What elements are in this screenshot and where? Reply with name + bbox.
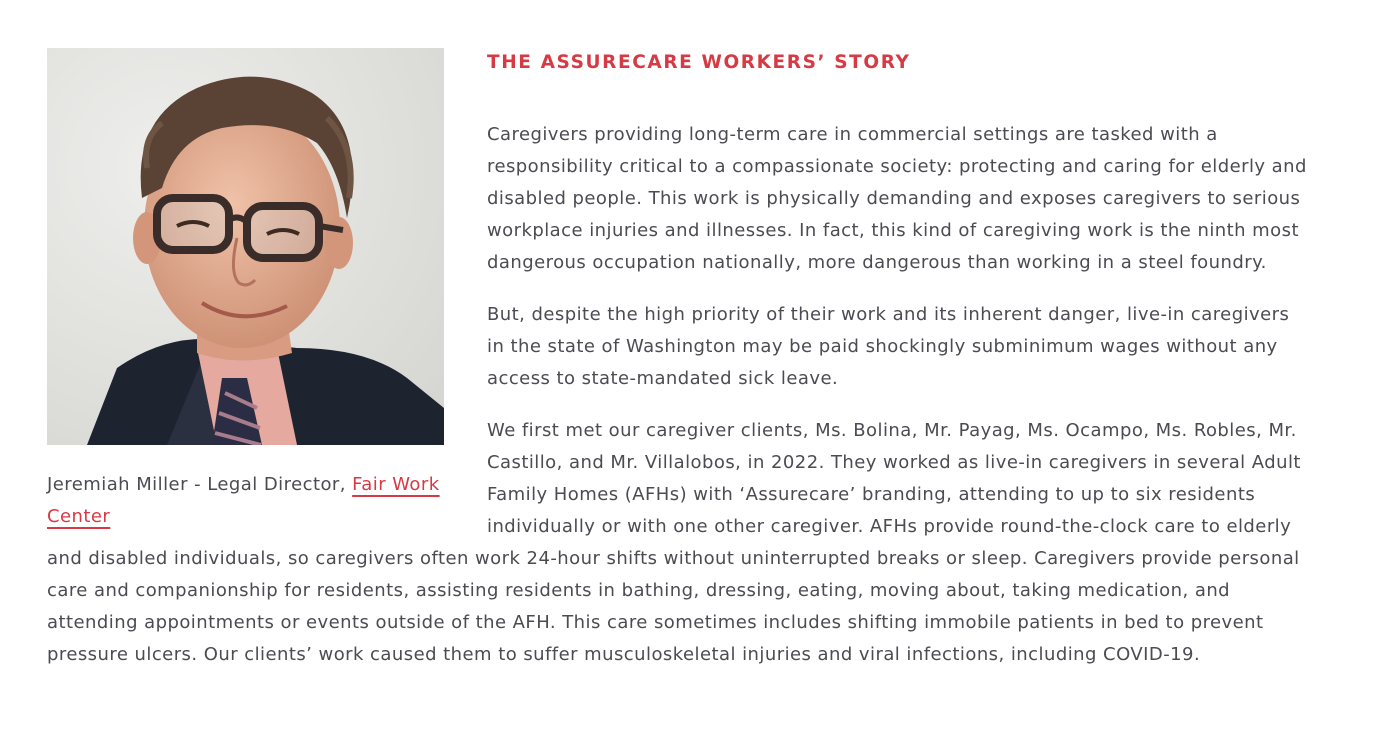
article-section	[47, 48, 1307, 671]
section-heading: THE ASSURECARE WORKERS’ STORY	[487, 52, 911, 73]
caption-text: Jeremiah Miller - Legal Director,	[47, 474, 353, 495]
paragraph-3: We first met our caregiver clients, Ms. Bolina, Mr. Payag, Ms. Ocampo, Ms. Robles, Mr. Castillo, and Mr. Villalobos, in 2022. They worked as live-in caregivers in several Adult Family Homes (AFHs) with ‘Assurecare’ branding, attending to up to six residents individually or with one other caregiver. AFHs provide round-the-clock care to elderly and disabled individuals, so caregivers often work 24-hour shifts without uninterrupted breaks or sleep. Caregivers provide personal care and companionship for residents, assisting residents in bathing, dressing, eating, moving about, taking medication, and attending appointments or events outside of the AFH. This care sometimes includes shifting immobile patients in bed to prevent pressure ulcers. Our clients’ work caused them to suffer musculoskeletal injuries and viral infections, including COVID-19.	[47, 420, 1301, 665]
paragraph-1: Caregivers providing long-term care in commercial settings are tasked with a responsibility critical to a compassionate society: protecting and caring for elderly and disabled people. This work is physically demanding and exposes caregivers to serious workplace injuries and illnesses. In fact, this kind of caregiving work is the ninth most dangerous occupation nationally, more dangerous than working in a steel foundry.	[487, 124, 1307, 273]
portrait-photo	[47, 48, 444, 445]
portrait-illustration	[47, 48, 444, 445]
paragraph-2: But, despite the high priority of their work and its inherent danger, live-in caregivers in the state of Washington may be paid shockingly subminimum wages without any access to state-mandated sick leave.	[487, 304, 1290, 389]
fair-work-center-link[interactable]: Fair Work Center	[47, 474, 440, 527]
photo-caption	[47, 469, 444, 533]
portrait-figure	[47, 48, 444, 533]
